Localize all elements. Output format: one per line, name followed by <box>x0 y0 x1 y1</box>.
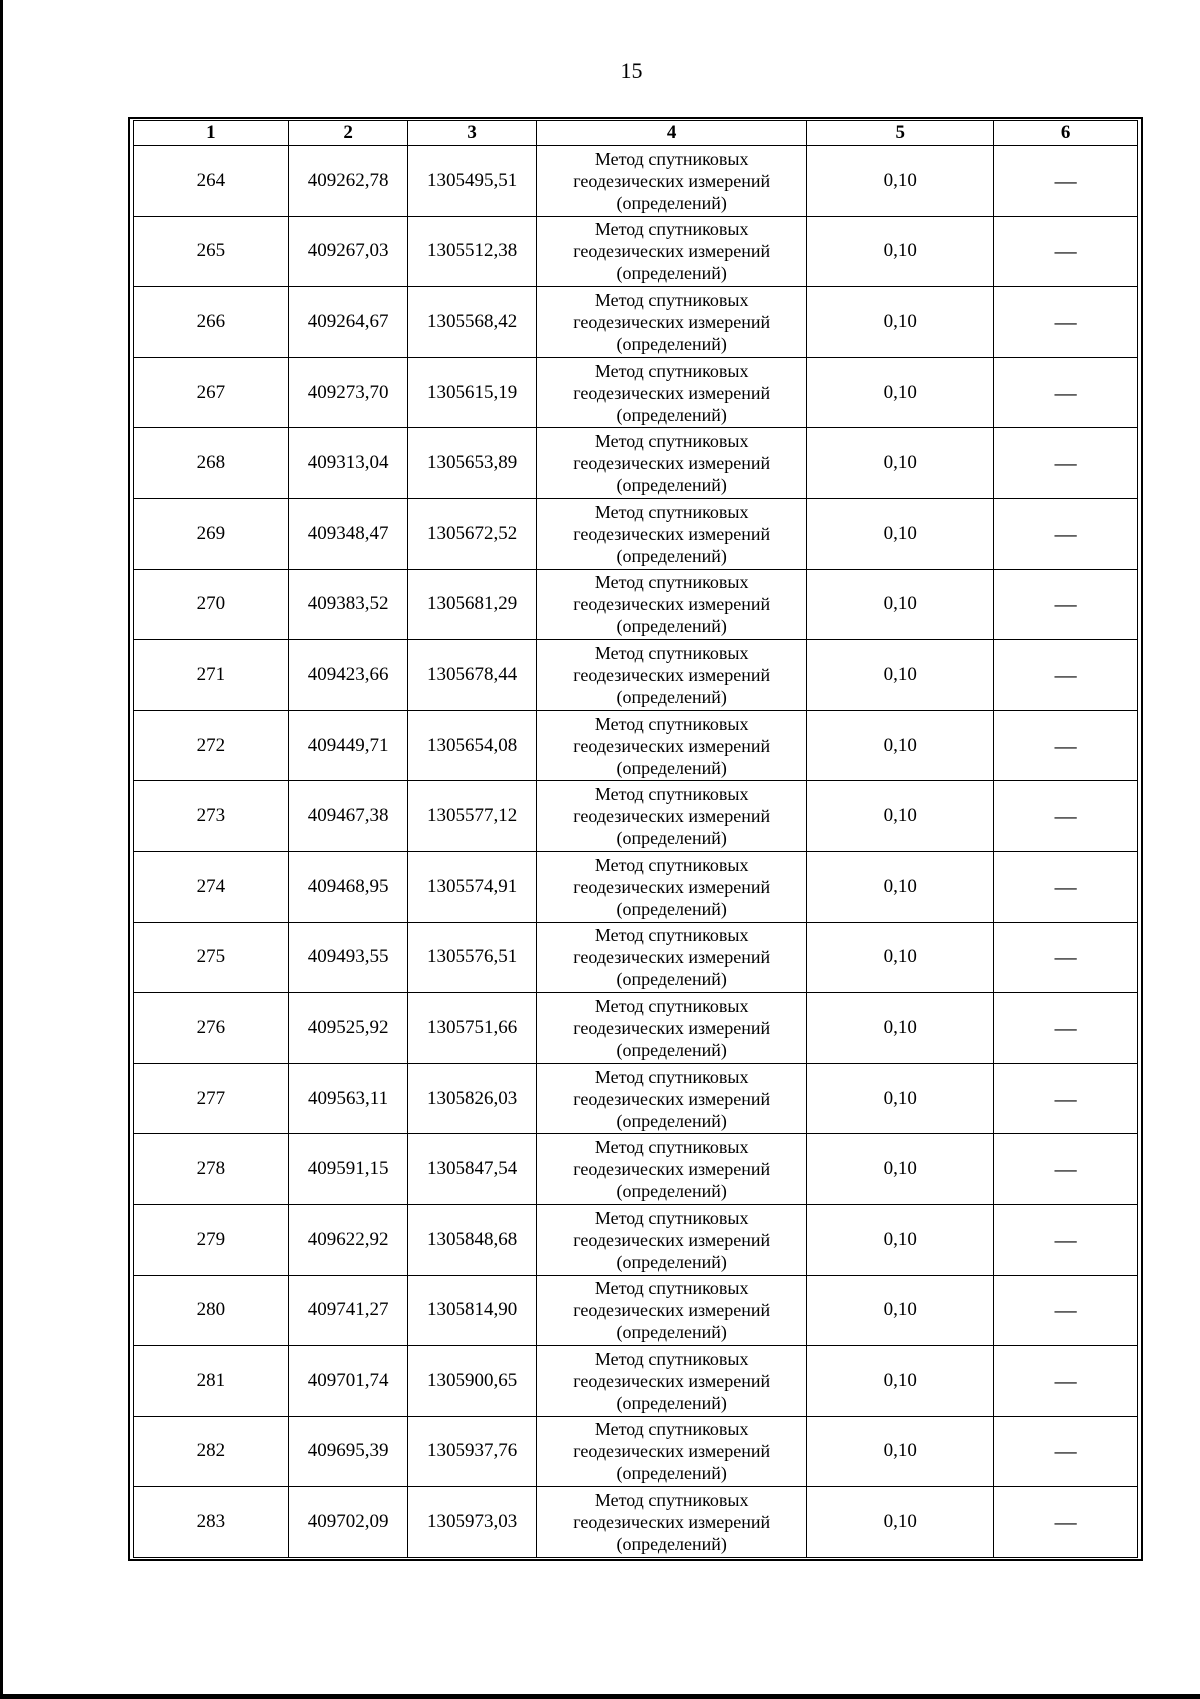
header-col-3: 3 <box>408 121 537 146</box>
x-coordinate-cell: 409622,92 <box>288 1204 408 1275</box>
point-number-cell: 271 <box>134 640 289 711</box>
method-line: геодезических измерений <box>573 735 771 756</box>
method-line: (определений) <box>616 545 727 566</box>
note-dash-cell: — <box>994 1063 1138 1134</box>
note-dash-cell: — <box>994 216 1138 287</box>
method-line: (определений) <box>616 1392 727 1413</box>
y-coordinate-cell: 1305495,51 <box>408 146 537 217</box>
note-dash-cell: — <box>994 781 1138 852</box>
note-dash-cell: — <box>994 640 1138 711</box>
coordinates-table-frame <box>128 117 1143 1561</box>
point-number-cell: 273 <box>134 781 289 852</box>
note-dash-cell: — <box>994 851 1138 922</box>
note-dash-cell: — <box>994 146 1138 217</box>
accuracy-cell: 0,10 <box>807 287 994 358</box>
header-col-5: 5 <box>807 121 994 146</box>
point-number-cell: 264 <box>134 146 289 217</box>
method-line: (определений) <box>616 686 727 707</box>
x-coordinate-cell: 409701,74 <box>288 1346 408 1417</box>
method-line: (определений) <box>616 404 727 425</box>
table-row <box>134 1134 1138 1205</box>
point-number-cell: 269 <box>134 498 289 569</box>
x-coordinate-cell: 409262,78 <box>288 146 408 217</box>
accuracy-cell: 0,10 <box>807 640 994 711</box>
point-number-cell: 276 <box>134 993 289 1064</box>
y-coordinate-cell: 1305615,19 <box>408 357 537 428</box>
method-line: геодезических измерений <box>573 664 771 685</box>
header-col-6: 6 <box>994 121 1138 146</box>
method-line: (определений) <box>616 828 727 849</box>
method-line: геодезических измерений <box>573 311 771 332</box>
method-line: Метод спутниковых <box>594 219 749 240</box>
y-coordinate-cell: 1305973,03 <box>408 1487 537 1558</box>
note-dash-cell: — <box>994 922 1138 993</box>
x-coordinate-cell: 409467,38 <box>288 781 408 852</box>
y-coordinate-cell: 1305653,89 <box>408 428 537 499</box>
method-line: геодезических измерений <box>573 523 771 544</box>
method-cell <box>537 710 807 781</box>
y-coordinate-cell: 1305826,03 <box>408 1063 537 1134</box>
table-row <box>134 357 1138 428</box>
method-cell <box>537 993 807 1064</box>
method-line: Метод спутниковых <box>594 1207 749 1228</box>
method-line: Метод спутниковых <box>594 289 749 310</box>
accuracy-cell: 0,10 <box>807 1204 994 1275</box>
method-cell <box>537 146 807 217</box>
method-line: геодезических измерений <box>573 1370 771 1391</box>
method-line: Метод спутниковых <box>594 148 749 169</box>
method-line: геодезических измерений <box>573 1017 771 1038</box>
x-coordinate-cell: 409449,71 <box>288 710 408 781</box>
x-coordinate-cell: 409383,52 <box>288 569 408 640</box>
table-row <box>134 640 1138 711</box>
note-dash-cell: — <box>994 710 1138 781</box>
method-line: (определений) <box>616 1534 727 1555</box>
method-line: геодезических измерений <box>573 947 771 968</box>
x-coordinate-cell: 409695,39 <box>288 1416 408 1487</box>
x-coordinate-cell: 409525,92 <box>288 993 408 1064</box>
note-dash-cell: — <box>994 1346 1138 1417</box>
point-number-cell: 282 <box>134 1416 289 1487</box>
table-row <box>134 287 1138 358</box>
point-number-cell: 266 <box>134 287 289 358</box>
method-line: Метод спутниковых <box>594 1278 749 1299</box>
method-line: Метод спутниковых <box>594 925 749 946</box>
method-line: Метод спутниковых <box>594 784 749 805</box>
table-row <box>134 146 1138 217</box>
method-line: геодезических измерений <box>573 1512 771 1533</box>
note-dash-cell: — <box>994 1134 1138 1205</box>
method-line: (определений) <box>616 1181 727 1202</box>
header-row <box>134 121 1138 146</box>
accuracy-cell: 0,10 <box>807 1416 994 1487</box>
accuracy-cell: 0,10 <box>807 993 994 1064</box>
scan-edge-left <box>0 0 3 1699</box>
accuracy-cell: 0,10 <box>807 1275 994 1346</box>
point-number-cell: 283 <box>134 1487 289 1558</box>
table-row <box>134 428 1138 499</box>
accuracy-cell: 0,10 <box>807 428 994 499</box>
y-coordinate-cell: 1305814,90 <box>408 1275 537 1346</box>
note-dash-cell: — <box>994 498 1138 569</box>
point-number-cell: 278 <box>134 1134 289 1205</box>
table-row <box>134 1204 1138 1275</box>
y-coordinate-cell: 1305576,51 <box>408 922 537 993</box>
method-line: (определений) <box>616 1110 727 1131</box>
method-line: геодезических измерений <box>573 1159 771 1180</box>
y-coordinate-cell: 1305577,12 <box>408 781 537 852</box>
page-number: 15 <box>620 58 643 83</box>
method-line: (определений) <box>616 1463 727 1484</box>
header-col-2: 2 <box>288 121 408 146</box>
method-line: геодезических измерений <box>573 1088 771 1109</box>
method-line: геодезических измерений <box>573 806 771 827</box>
method-line: (определений) <box>616 333 727 354</box>
note-dash-cell: — <box>994 357 1138 428</box>
method-line: Метод спутниковых <box>594 1137 749 1158</box>
table-row <box>134 569 1138 640</box>
method-cell <box>537 1487 807 1558</box>
method-line: Метод спутниковых <box>594 1066 749 1087</box>
table-row <box>134 710 1138 781</box>
method-line: геодезических измерений <box>573 594 771 615</box>
method-line: (определений) <box>616 263 727 284</box>
accuracy-cell: 0,10 <box>807 1487 994 1558</box>
method-line: Метод спутниковых <box>594 360 749 381</box>
y-coordinate-cell: 1305900,65 <box>408 1346 537 1417</box>
table-body <box>134 146 1138 1558</box>
header-col-4: 4 <box>537 121 807 146</box>
method-line: геодезических измерений <box>573 382 771 403</box>
table-row <box>134 216 1138 287</box>
y-coordinate-cell: 1305681,29 <box>408 569 537 640</box>
x-coordinate-cell: 409591,15 <box>288 1134 408 1205</box>
x-coordinate-cell: 409348,47 <box>288 498 408 569</box>
x-coordinate-cell: 409313,04 <box>288 428 408 499</box>
point-number-cell: 280 <box>134 1275 289 1346</box>
table-row <box>134 1275 1138 1346</box>
accuracy-cell: 0,10 <box>807 569 994 640</box>
y-coordinate-cell: 1305937,76 <box>408 1416 537 1487</box>
method-line: (определений) <box>616 616 727 637</box>
y-coordinate-cell: 1305678,44 <box>408 640 537 711</box>
method-line: геодезических измерений <box>573 453 771 474</box>
y-coordinate-cell: 1305654,08 <box>408 710 537 781</box>
accuracy-cell: 0,10 <box>807 357 994 428</box>
x-coordinate-cell: 409563,11 <box>288 1063 408 1134</box>
x-coordinate-cell: 409264,67 <box>288 287 408 358</box>
method-line: Метод спутниковых <box>594 854 749 875</box>
note-dash-cell: — <box>994 569 1138 640</box>
x-coordinate-cell: 409273,70 <box>288 357 408 428</box>
accuracy-cell: 0,10 <box>807 1063 994 1134</box>
x-coordinate-cell: 409702,09 <box>288 1487 408 1558</box>
method-cell <box>537 569 807 640</box>
point-number-cell: 268 <box>134 428 289 499</box>
accuracy-cell: 0,10 <box>807 146 994 217</box>
method-cell <box>537 1275 807 1346</box>
method-line: (определений) <box>616 757 727 778</box>
table-row <box>134 1487 1138 1558</box>
accuracy-cell: 0,10 <box>807 710 994 781</box>
y-coordinate-cell: 1305672,52 <box>408 498 537 569</box>
note-dash-cell: — <box>994 1204 1138 1275</box>
point-number-cell: 272 <box>134 710 289 781</box>
note-dash-cell: — <box>994 287 1138 358</box>
y-coordinate-cell: 1305847,54 <box>408 1134 537 1205</box>
method-line: (определений) <box>616 898 727 919</box>
point-number-cell: 267 <box>134 357 289 428</box>
note-dash-cell: — <box>994 1487 1138 1558</box>
method-line: Метод спутниковых <box>594 995 749 1016</box>
table-row <box>134 1416 1138 1487</box>
table-row <box>134 1346 1138 1417</box>
method-line: геодезических измерений <box>573 876 771 897</box>
y-coordinate-cell: 1305848,68 <box>408 1204 537 1275</box>
table-row <box>134 851 1138 922</box>
method-line: (определений) <box>616 1322 727 1343</box>
accuracy-cell: 0,10 <box>807 1134 994 1205</box>
method-line: Метод спутниковых <box>594 642 749 663</box>
method-line: геодезических измерений <box>573 1229 771 1250</box>
method-line: (определений) <box>616 969 727 990</box>
method-line: (определений) <box>616 475 727 496</box>
point-number-cell: 277 <box>134 1063 289 1134</box>
x-coordinate-cell: 409468,95 <box>288 851 408 922</box>
point-number-cell: 265 <box>134 216 289 287</box>
scan-edge-bottom <box>0 1694 1200 1699</box>
point-number-cell: 270 <box>134 569 289 640</box>
x-coordinate-cell: 409267,03 <box>288 216 408 287</box>
method-line: Метод спутниковых <box>594 431 749 452</box>
table-row <box>134 498 1138 569</box>
method-line: Метод спутниковых <box>594 572 749 593</box>
method-line: Метод спутниковых <box>594 1490 749 1511</box>
method-cell <box>537 1204 807 1275</box>
note-dash-cell: — <box>994 993 1138 1064</box>
method-cell <box>537 357 807 428</box>
point-number-cell: 274 <box>134 851 289 922</box>
coordinates-table <box>133 120 1138 1558</box>
method-cell <box>537 287 807 358</box>
x-coordinate-cell: 409493,55 <box>288 922 408 993</box>
point-number-cell: 279 <box>134 1204 289 1275</box>
method-line: (определений) <box>616 1251 727 1272</box>
accuracy-cell: 0,10 <box>807 216 994 287</box>
point-number-cell: 275 <box>134 922 289 993</box>
method-cell <box>537 1063 807 1134</box>
method-line: геодезических измерений <box>573 241 771 262</box>
table-row <box>134 993 1138 1064</box>
method-cell <box>537 498 807 569</box>
method-cell <box>537 922 807 993</box>
method-cell <box>537 640 807 711</box>
method-line: (определений) <box>616 1039 727 1060</box>
note-dash-cell: — <box>994 1275 1138 1346</box>
accuracy-cell: 0,10 <box>807 781 994 852</box>
method-cell <box>537 428 807 499</box>
point-number-cell: 281 <box>134 1346 289 1417</box>
y-coordinate-cell: 1305568,42 <box>408 287 537 358</box>
method-line: Метод спутниковых <box>594 713 749 734</box>
y-coordinate-cell: 1305751,66 <box>408 993 537 1064</box>
accuracy-cell: 0,10 <box>807 922 994 993</box>
table-row <box>134 781 1138 852</box>
accuracy-cell: 0,10 <box>807 498 994 569</box>
accuracy-cell: 0,10 <box>807 851 994 922</box>
table-row <box>134 1063 1138 1134</box>
method-cell <box>537 781 807 852</box>
table-row <box>134 922 1138 993</box>
method-cell <box>537 1346 807 1417</box>
method-line: (определений) <box>616 192 727 213</box>
y-coordinate-cell: 1305512,38 <box>408 216 537 287</box>
method-line: геодезических измерений <box>573 1441 771 1462</box>
note-dash-cell: — <box>994 1416 1138 1487</box>
method-cell <box>537 1416 807 1487</box>
method-line: геодезических измерений <box>573 170 771 191</box>
method-line: геодезических измерений <box>573 1300 771 1321</box>
method-line: Метод спутниковых <box>594 501 749 522</box>
x-coordinate-cell: 409741,27 <box>288 1275 408 1346</box>
y-coordinate-cell: 1305574,91 <box>408 851 537 922</box>
method-line: Метод спутниковых <box>594 1419 749 1440</box>
method-cell <box>537 1134 807 1205</box>
note-dash-cell: — <box>994 428 1138 499</box>
header-col-1: 1 <box>134 121 289 146</box>
method-cell <box>537 216 807 287</box>
method-line: Метод спутниковых <box>594 1348 749 1369</box>
method-cell <box>537 851 807 922</box>
accuracy-cell: 0,10 <box>807 1346 994 1417</box>
x-coordinate-cell: 409423,66 <box>288 640 408 711</box>
